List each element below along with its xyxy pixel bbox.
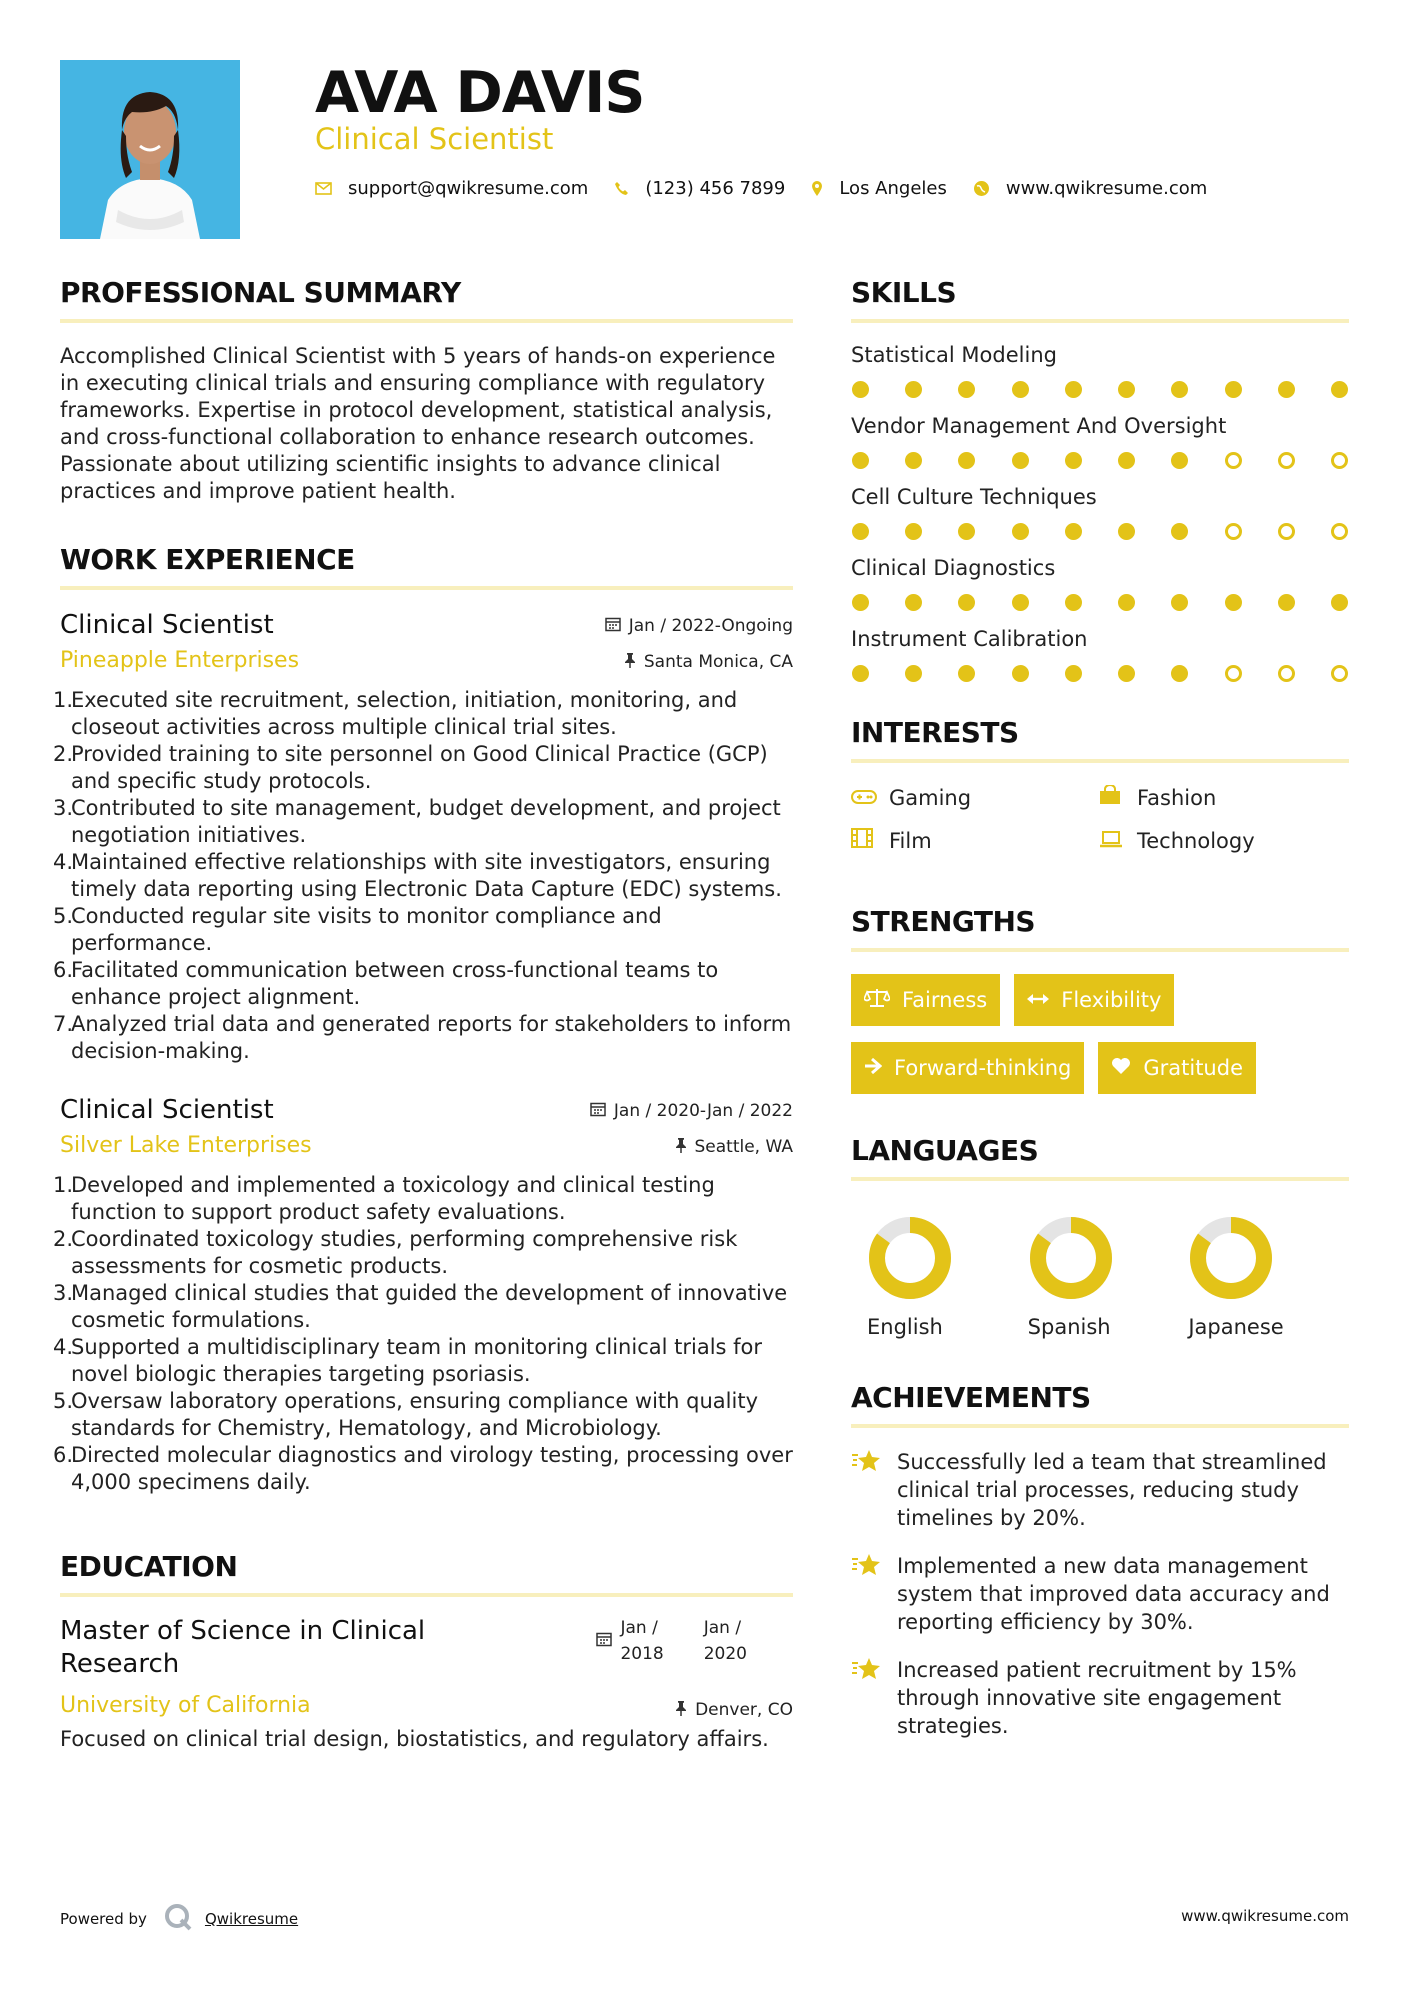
rating-dot-empty [1225,523,1242,540]
rating-dot-filled [905,594,922,611]
list-item: 1. Developed and implemented a toxicology and clinical testing function to support product safety evaluations. [53,1173,715,1224]
job-bullets [53,1172,793,1496]
interest-item [1099,828,1329,853]
rating-dot-filled [1171,381,1188,398]
contact-bar [315,178,1233,199]
contact-email[interactable]: support@qwikresume.com [348,178,589,199]
left-column [53,276,793,1753]
list-item: 4. Supported a multidisciplinary team in monitoring clinical trials for novel biologic therapies targeting psoriasis. [53,1335,763,1386]
gamepad-icon [851,786,889,810]
achievement-text: Implemented a new data management system that improved data accuracy and reporting efficiency by 30%. [897,1554,1330,1634]
strength-chip [1098,1042,1256,1094]
strengths-heading: STRENGTHS [851,905,1349,952]
rating-dot-filled [1331,594,1348,611]
achievement-text: Increased patient recruitment by 15% through innovative site engagement strategies. [897,1658,1297,1738]
rating-dot-filled [1065,381,1082,398]
rating-dot-filled [1278,381,1295,398]
rating-dot-filled [1012,523,1029,540]
skill-name: Clinical Diagnostics [851,556,1056,580]
rating-dot-filled [1171,452,1188,469]
globe-icon [973,180,990,197]
arrows-horizontal-icon [1027,989,1049,1011]
rating-dot-filled [958,665,975,682]
right-column [851,276,1349,1740]
skill-rating [851,523,1349,540]
interest-label: Film [889,828,932,853]
rating-dot-filled [1118,594,1135,611]
rating-dot-filled [1065,452,1082,469]
phone-icon [614,181,629,196]
interest-label: Gaming [889,785,972,810]
job-location-text: Santa Monica, CA [643,652,793,672]
job-bullets [53,687,793,1065]
skills-list [851,343,1349,682]
list-item: 6. Facilitated communication between cross-functional teams to enhance project alignment. [53,958,719,1009]
rating-dot-filled [958,452,975,469]
profile-photo [60,60,240,239]
skill-item [851,556,1349,611]
rating-dot-filled [1012,665,1029,682]
rating-dot-empty [1331,523,1348,540]
list-item: 1. Executed site recruitment, selection, initiation, monitoring, and closeout activities across multiple clinical trial sites. [53,688,738,739]
job-dates-text: Jan / 2020-Jan / 2022 [613,1101,793,1121]
rating-dot-filled [1118,452,1135,469]
contact-location: Los Angeles [839,178,947,199]
rating-dot-filled [852,452,869,469]
list-item: 4. Maintained effective relationships with site investigators, ensuring timely data reporting using Electronic Data Capture (EDC) systems. [53,850,782,901]
rating-dot-filled [1065,665,1082,682]
rating-dot-filled [958,523,975,540]
school-name: University of California [60,1693,311,1718]
language-name: Spanish [1027,1315,1111,1339]
education-heading: EDUCATION [60,1550,793,1597]
list-item: 6. Directed molecular diagnostics and virology testing, processing over 4,000 specimens daily. [53,1443,793,1494]
heart-icon [1111,1057,1131,1080]
job-dates [605,616,793,636]
calendar-icon [590,1101,606,1121]
language-proficiency-chart [1028,1215,1114,1301]
strength-label: Flexibility [1061,988,1162,1012]
map-pin-icon [811,180,823,197]
skill-item [851,343,1349,398]
rating-dot-empty [1331,452,1348,469]
interests-list [851,785,1349,853]
brand-link[interactable]: Qwikresume [204,1910,299,1928]
language-proficiency-chart [1188,1215,1274,1301]
candidate-name: AVA DAVIS [315,60,645,126]
rating-dot-filled [1171,594,1188,611]
rating-dot-filled [1012,594,1029,611]
rating-dot-empty [1225,665,1242,682]
rating-dot-filled [852,665,869,682]
rating-dot-empty [1331,665,1348,682]
education-entry [60,1615,793,1753]
achievements-heading: ACHIEVEMENTS [851,1381,1349,1428]
achievement-item [851,1656,1349,1740]
rating-dot-filled [1012,452,1029,469]
list-item: 7. Analyzed trial data and generated reports for stakeholders to inform decision-making. [53,1012,792,1063]
strength-chip [851,974,1000,1026]
rating-dot-filled [1118,381,1135,398]
language-proficiency-chart [867,1215,953,1301]
star-badge-icon [851,1552,897,1636]
skills-heading: SKILLS [851,276,1349,323]
rating-dot-filled [905,381,922,398]
list-item: 3. Managed clinical studies that guided the development of innovative cosmetic formulations. [53,1281,788,1332]
language-name: English [867,1315,943,1339]
summary-heading: PROFESSIONAL SUMMARY [60,276,793,323]
language-item [1028,1215,1189,1339]
list-item: 2. Coordinated toxicology studies, performing comprehensive risk assessments for cosmetic products. [53,1227,738,1278]
achievement-item [851,1448,1349,1532]
summary-text: Accomplished Clinical Scientist with 5 years of hands-on experience in executing clinical trials and ensuring compliance with regulatory frameworks. Expertise in protocol development, statistical analysis, and cross-functional collaboration to enhance research outcomes. Passionate about utilizing scientific insights to advance clinical practices and improve patient health. [60,344,776,503]
contact-phone[interactable]: (123) 456 7899 [645,178,786,199]
skill-name: Instrument Calibration [851,627,1088,651]
skill-name: Statistical Modeling [851,343,1057,367]
pushpin-icon [624,652,636,672]
interests-heading: INTERESTS [851,716,1349,763]
arrow-right-icon [864,1057,882,1080]
rating-dot-filled [1065,594,1082,611]
job-company: Pineapple Enterprises [60,648,300,673]
footer-powered-by [60,1902,298,1936]
strength-chip [1014,974,1174,1026]
envelope-icon [315,182,332,195]
candidate-title: Clinical Scientist [315,122,554,156]
education-end: Jan / 2020 [703,1618,747,1664]
strengths-list [851,974,1291,1094]
footer-website[interactable]: www.qwikresume.com [1181,1907,1349,1925]
rating-dot-filled [1012,381,1029,398]
shopping-bag-icon [1099,785,1137,810]
skill-item [851,627,1349,682]
rating-dot-filled [852,523,869,540]
degree-title: Master of Science in Clinical Research [60,1616,426,1679]
achievement-text: Successfully led a team that streamlined clinical trial processes, reducing study timelines by 20%. [897,1450,1327,1530]
rating-dot-filled [905,523,922,540]
list-item: 3. Contributed to site management, budget development, and project negotiation initiatives. [53,796,781,847]
job-company: Silver Lake Enterprises [60,1133,312,1158]
job-location-text: Seattle, WA [694,1137,793,1157]
rating-dot-filled [1171,665,1188,682]
job-dates [590,1101,793,1121]
calendar-icon [605,616,621,636]
languages-list [851,1215,1349,1339]
job-title: Clinical Scientist [60,610,274,640]
experience-heading: WORK EXPERIENCE [60,543,793,590]
rating-dot-empty [1278,452,1295,469]
rating-dot-filled [1171,523,1188,540]
interest-item [851,828,1099,853]
rating-dot-filled [1278,594,1295,611]
film-icon [851,828,889,853]
interest-label: Technology [1137,828,1255,853]
star-badge-icon [851,1448,897,1532]
language-item [1188,1215,1349,1339]
education-description: Focused on clinical trial design, biostatistics, and regulatory affairs. [60,1727,769,1751]
rating-dot-empty [1225,452,1242,469]
education-dates [596,1615,747,1667]
skill-item [851,485,1349,540]
list-item: 2. Provided training to site personnel on Good Clinical Practice (GCP) and specific study protocols. [53,742,768,793]
rating-dot-filled [852,381,869,398]
strength-chip [851,1042,1084,1094]
interest-label: Fashion [1137,785,1217,810]
skill-rating [851,594,1349,611]
strength-label: Gratitude [1143,1056,1243,1080]
rating-dot-filled [905,452,922,469]
job-title: Clinical Scientist [60,1095,274,1125]
rating-dot-filled [1331,381,1348,398]
languages-heading: LANGUAGES [851,1134,1349,1181]
job-entry [53,610,793,1065]
pushpin-icon [675,1700,687,1720]
skill-rating [851,452,1349,469]
education-location-text: Denver, CO [695,1700,793,1720]
education-location [675,1700,793,1720]
achievements-list [851,1448,1349,1740]
rating-dot-filled [905,665,922,682]
pushpin-icon [675,1137,687,1157]
rating-dot-filled [1225,594,1242,611]
language-item [867,1215,1028,1339]
achievement-item [851,1552,1349,1636]
interest-item [1099,785,1329,810]
star-badge-icon [851,1656,897,1740]
job-location [675,1137,794,1157]
skill-name: Vendor Management And Oversight [851,414,1227,438]
skill-rating [851,381,1349,398]
interest-item [851,785,1099,810]
contact-website[interactable]: www.qwikresume.com [1005,178,1208,199]
strength-label: Fairness [902,988,988,1012]
job-dates-text: Jan / 2022-Ongoing [628,616,793,636]
strength-label: Forward-thinking [894,1056,1072,1080]
calendar-icon [596,1631,612,1652]
rating-dot-filled [1118,665,1135,682]
powered-by-label: Powered by [60,1910,147,1928]
balance-scale-icon [864,988,890,1013]
laptop-icon [1099,829,1137,853]
rating-dot-filled [1065,523,1082,540]
qwikresume-logo-icon [163,1902,193,1936]
rating-dot-filled [958,594,975,611]
language-name: Japanese [1188,1315,1284,1339]
rating-dot-filled [958,381,975,398]
list-item: 5. Conducted regular site visits to monitor compliance and performance. [53,904,662,955]
skill-item [851,414,1349,469]
rating-dot-filled [1225,381,1242,398]
rating-dot-filled [1118,523,1135,540]
rating-dot-empty [1278,523,1295,540]
skill-name: Cell Culture Techniques [851,485,1097,509]
list-item: 5. Oversaw laboratory operations, ensuring compliance with quality standards for Chemistry, Hematology, and Microbiology. [53,1389,758,1440]
job-location [624,652,793,672]
job-entry [53,1095,793,1496]
rating-dot-empty [1278,665,1295,682]
rating-dot-filled [852,594,869,611]
education-start: Jan / 2018 [620,1618,664,1664]
skill-rating [851,665,1349,682]
